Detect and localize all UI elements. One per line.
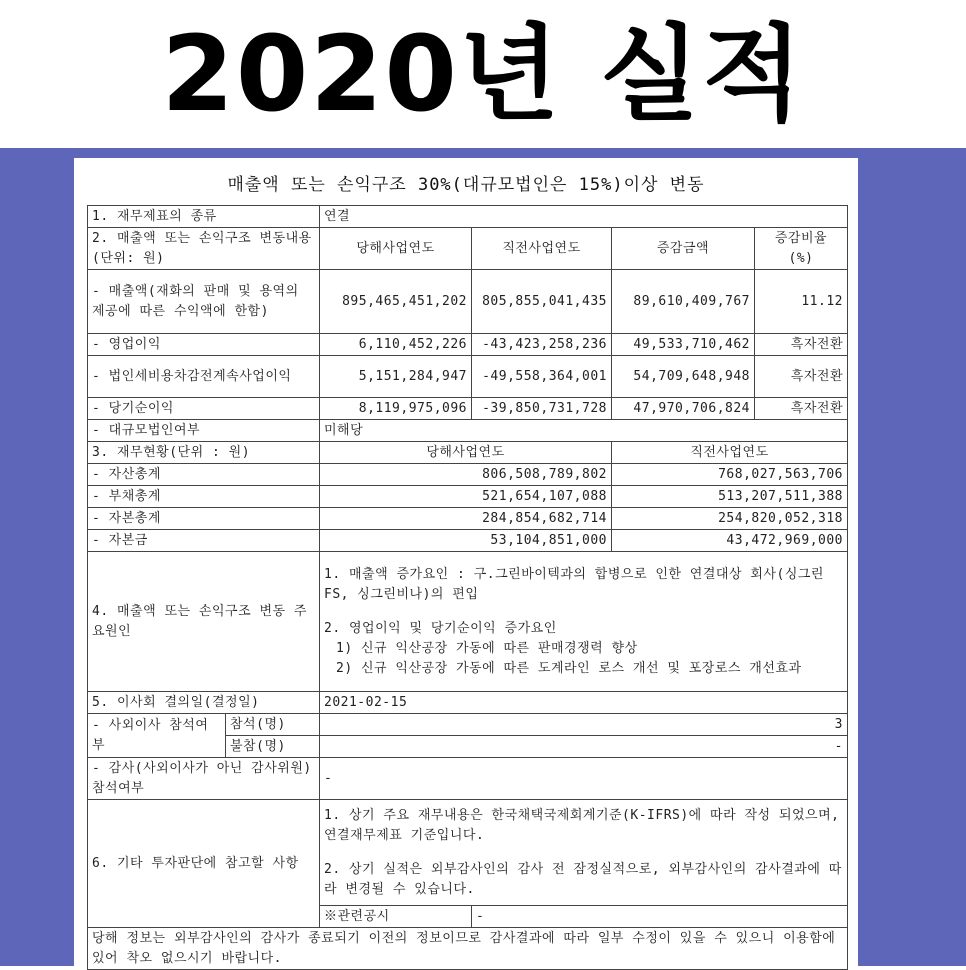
pretax-rate: 흑자전환 [755,356,848,398]
reason-2-2: 2) 신규 익산공장 가동에 따른 도계라인 로스 개선 및 포장로스 개선효과 [336,660,802,676]
table-row [88,714,848,736]
revenue-current: 895,465,451,202 [320,270,472,334]
net-current: 8,119,975,096 [320,398,472,420]
fs-type-value: 연결 [320,206,848,228]
capital-label: - 자본금 [88,530,320,552]
table-row [88,356,848,398]
related-value: - [472,906,848,928]
auditor-value: - [320,758,848,800]
other-1: 1. 상기 주요 재무내용은 한국채택국제회계기준(K-IFRS)에 따라 작성 되었으며, 연결재무제표 기준입니다. [324,807,840,843]
table-row [88,420,848,442]
board-date-value: 2021-02-15 [320,692,848,714]
table-row [88,800,848,906]
table-row [88,928,848,970]
document-title: 매출액 또는 손익구조 30%(대규모법인은 15%)이상 변동 [227,175,705,195]
op-previous: -43,423,258,236 [472,334,612,356]
change-label: 2. 매출액 또는 손익구조 변동내용(단위: 원) [88,228,320,270]
pretax-label: - 법인세비용차감전계속사업이익 [88,356,320,398]
board-date-label: 5. 이사회 결의일(결정일) [88,692,320,714]
fs-type-label: 1. 재무제표의 종류 [88,206,320,228]
disclosure-document [74,158,858,966]
net-rate: 흑자전환 [755,398,848,420]
net-change: 47,970,706,824 [612,398,755,420]
op-current: 6,110,452,226 [320,334,472,356]
auditor-label: - 감사(사외이사가 아닌 감사위원)참석여부 [88,758,320,800]
disclosure-table [87,205,848,970]
pretax-change: 54,709,648,948 [612,356,755,398]
assets-label: - 자산총계 [88,464,320,486]
table-row [88,508,848,530]
table-row [88,206,848,228]
table-row [88,758,848,800]
table-row [88,486,848,508]
related-label: ※관련공시 [320,906,472,928]
capital-previous: 43,472,969,000 [612,530,848,552]
table-row [88,530,848,552]
revenue-previous: 805,855,041,435 [472,270,612,334]
revenue-rate: 11.12 [755,270,848,334]
col-current: 당해사업연도 [320,228,472,270]
equity-current: 284,854,682,714 [320,508,612,530]
headline-banner [0,0,966,148]
liab-current: 521,654,107,088 [320,486,612,508]
equity-previous: 254,820,052,318 [612,508,848,530]
reason-1: 1. 매출액 증가요인 : 구.그린바이텍과의 합병으로 인한 연결대상 회사(싱그린FS, 싱그린비나)의 편입 [324,566,824,602]
revenue-change: 89,610,409,767 [612,270,755,334]
pretax-current: 5,151,284,947 [320,356,472,398]
attend-label: 참석(명) [226,714,320,736]
fin-col-current: 당해사업연도 [320,442,612,464]
op-change: 49,533,710,462 [612,334,755,356]
op-rate: 흑자전환 [755,334,848,356]
table-row [88,398,848,420]
col-change-amount: 증감금액 [612,228,755,270]
equity-label: - 자본총계 [88,508,320,530]
reason-cell [320,552,848,692]
headline: 2020년 실적 [161,13,805,135]
capital-current: 53,104,851,000 [320,530,612,552]
assets-previous: 768,027,563,706 [612,464,848,486]
absent-value: - [320,736,848,758]
table-row [88,334,848,356]
table-row [88,270,848,334]
pretax-previous: -49,558,364,001 [472,356,612,398]
reason-2-1: 1) 신규 익산공장 가동에 따른 판매경쟁력 향상 [336,640,638,656]
op-label: - 영업이익 [88,334,320,356]
table-row [88,692,848,714]
revenue-label: - 매출액(재화의 판매 및 용역의 제공에 따른 수익액에 한함) [88,270,320,334]
footer-note: 당해 정보는 외부감사인의 감사가 종료되기 이전의 정보이므로 감사결과에 따라 일부 수정이 있을 수 있으니 이용함에 있어 착오 없으시기 바랍니다. [88,928,848,970]
assets-current: 806,508,789,802 [320,464,612,486]
reason-2: 2. 영업이익 및 당기순이익 증가요인 [324,620,557,636]
table-row [88,228,848,270]
outside-dir-label: - 사외이사 참석여부 [88,714,226,758]
table-row [88,442,848,464]
large-corp-label: - 대규모법인여부 [88,420,320,442]
fin-status-label: 3. 재무현황(단위 : 원) [88,442,320,464]
net-previous: -39,850,731,728 [472,398,612,420]
fin-col-previous: 직전사업연도 [612,442,848,464]
other-2: 2. 상기 실적은 외부감사인의 감사 전 잠정실적으로, 외부감사인의 감사결과에 따라 변경될 수 있습니다. [324,861,842,897]
large-corp-value: 미해당 [320,420,848,442]
col-change-rate: 증감비율 (%) [755,228,848,270]
table-row [88,464,848,486]
liab-label: - 부채총계 [88,486,320,508]
other-label: 6. 기타 투자판단에 참고할 사항 [88,800,320,928]
absent-label: 불참(명) [226,736,320,758]
col-previous: 직전사업연도 [472,228,612,270]
reason-label: 4. 매출액 또는 손익구조 변동 주요원인 [88,552,320,692]
liab-previous: 513,207,511,388 [612,486,848,508]
other-cell [320,800,848,906]
attend-value: 3 [320,714,848,736]
table-row [88,552,848,692]
net-label: - 당기순이익 [88,398,320,420]
